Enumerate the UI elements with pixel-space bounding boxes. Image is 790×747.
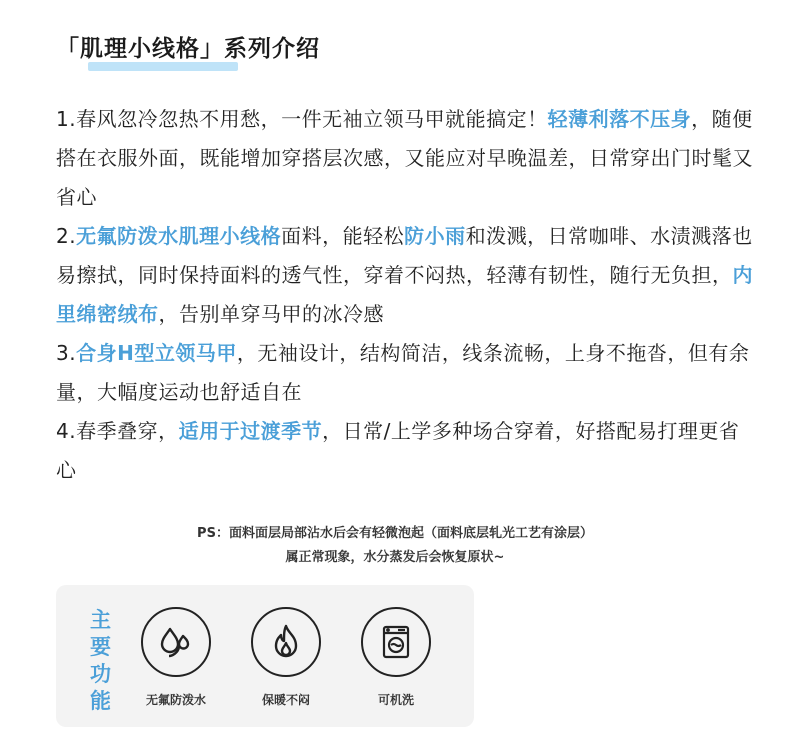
flame-icon [251, 607, 321, 677]
ps-note-line-2: 属正常现象，水分蒸发后会恢复原状~ [285, 550, 505, 565]
body-text: ，告别单穿马甲的冰冷感 [158, 302, 384, 326]
title-underline [88, 62, 238, 71]
highlight-text: 合身H型立领马甲 [76, 341, 237, 365]
feature-warm-breathable [241, 607, 331, 708]
washing-machine-icon [361, 607, 431, 677]
functions-title: 主要功能 [90, 608, 111, 713]
body-text: 3. [56, 341, 77, 365]
body-text: ，无袖设计，结构简洁，线条流畅，上身不拖沓，但有余量，大幅度运动也舒适自在 [56, 341, 750, 404]
body-text: 和泼溅，日常咖啡、水渍溅落也易擦拭，同时保持面料的透气性，穿着不闷热，轻薄有韧性，随行无负担， [56, 224, 753, 287]
feature-label: 可机洗 [377, 693, 414, 707]
body-text: 4.春季叠穿， [56, 419, 179, 443]
body-text: 1.春风忽冷忽热不用愁，一件无袖立领马甲就能搞定！ [56, 107, 548, 131]
feature-label: 无氟防泼水 [145, 693, 206, 707]
feature-machine-washable [351, 607, 441, 708]
body-text: 2. [56, 224, 77, 248]
highlight-text: 无氟防泼水肌理小线格 [76, 224, 282, 248]
body-text: 面料，能轻松 [281, 224, 405, 248]
description-list [56, 100, 756, 490]
title-container [56, 30, 320, 63]
water-drops-icon [141, 607, 211, 677]
feature-label: 保暖不闷 [261, 693, 310, 707]
ps-note-line-1: PS：面料面层局部沾水后会有轻微泡起（面料底层轧光工艺有涂层） [197, 526, 593, 541]
highlight-text: 轻薄利落不压身 [547, 107, 692, 131]
body-text: ，日常/上学多种场合穿着，好搭配易打理更省心 [56, 419, 740, 482]
highlight-text: 适用于过渡季节 [178, 419, 323, 443]
list-item-1 [56, 100, 756, 217]
body-text: ，随便搭在衣服外面，既能增加穿搭层次感，又能应对早晚温差，日常穿出门时髦又省心 [56, 107, 753, 209]
highlight-text: 防小雨 [404, 224, 466, 248]
list-item-4 [56, 412, 756, 490]
functions-card [56, 585, 474, 727]
highlight-text: 内里绵密绒布 [56, 263, 753, 326]
ps-note [0, 522, 790, 570]
page-title: 「肌理小线格」系列介绍 [56, 36, 320, 62]
list-item-3 [56, 334, 756, 412]
list-item-2 [56, 217, 756, 334]
feature-water-repellent [131, 607, 221, 708]
